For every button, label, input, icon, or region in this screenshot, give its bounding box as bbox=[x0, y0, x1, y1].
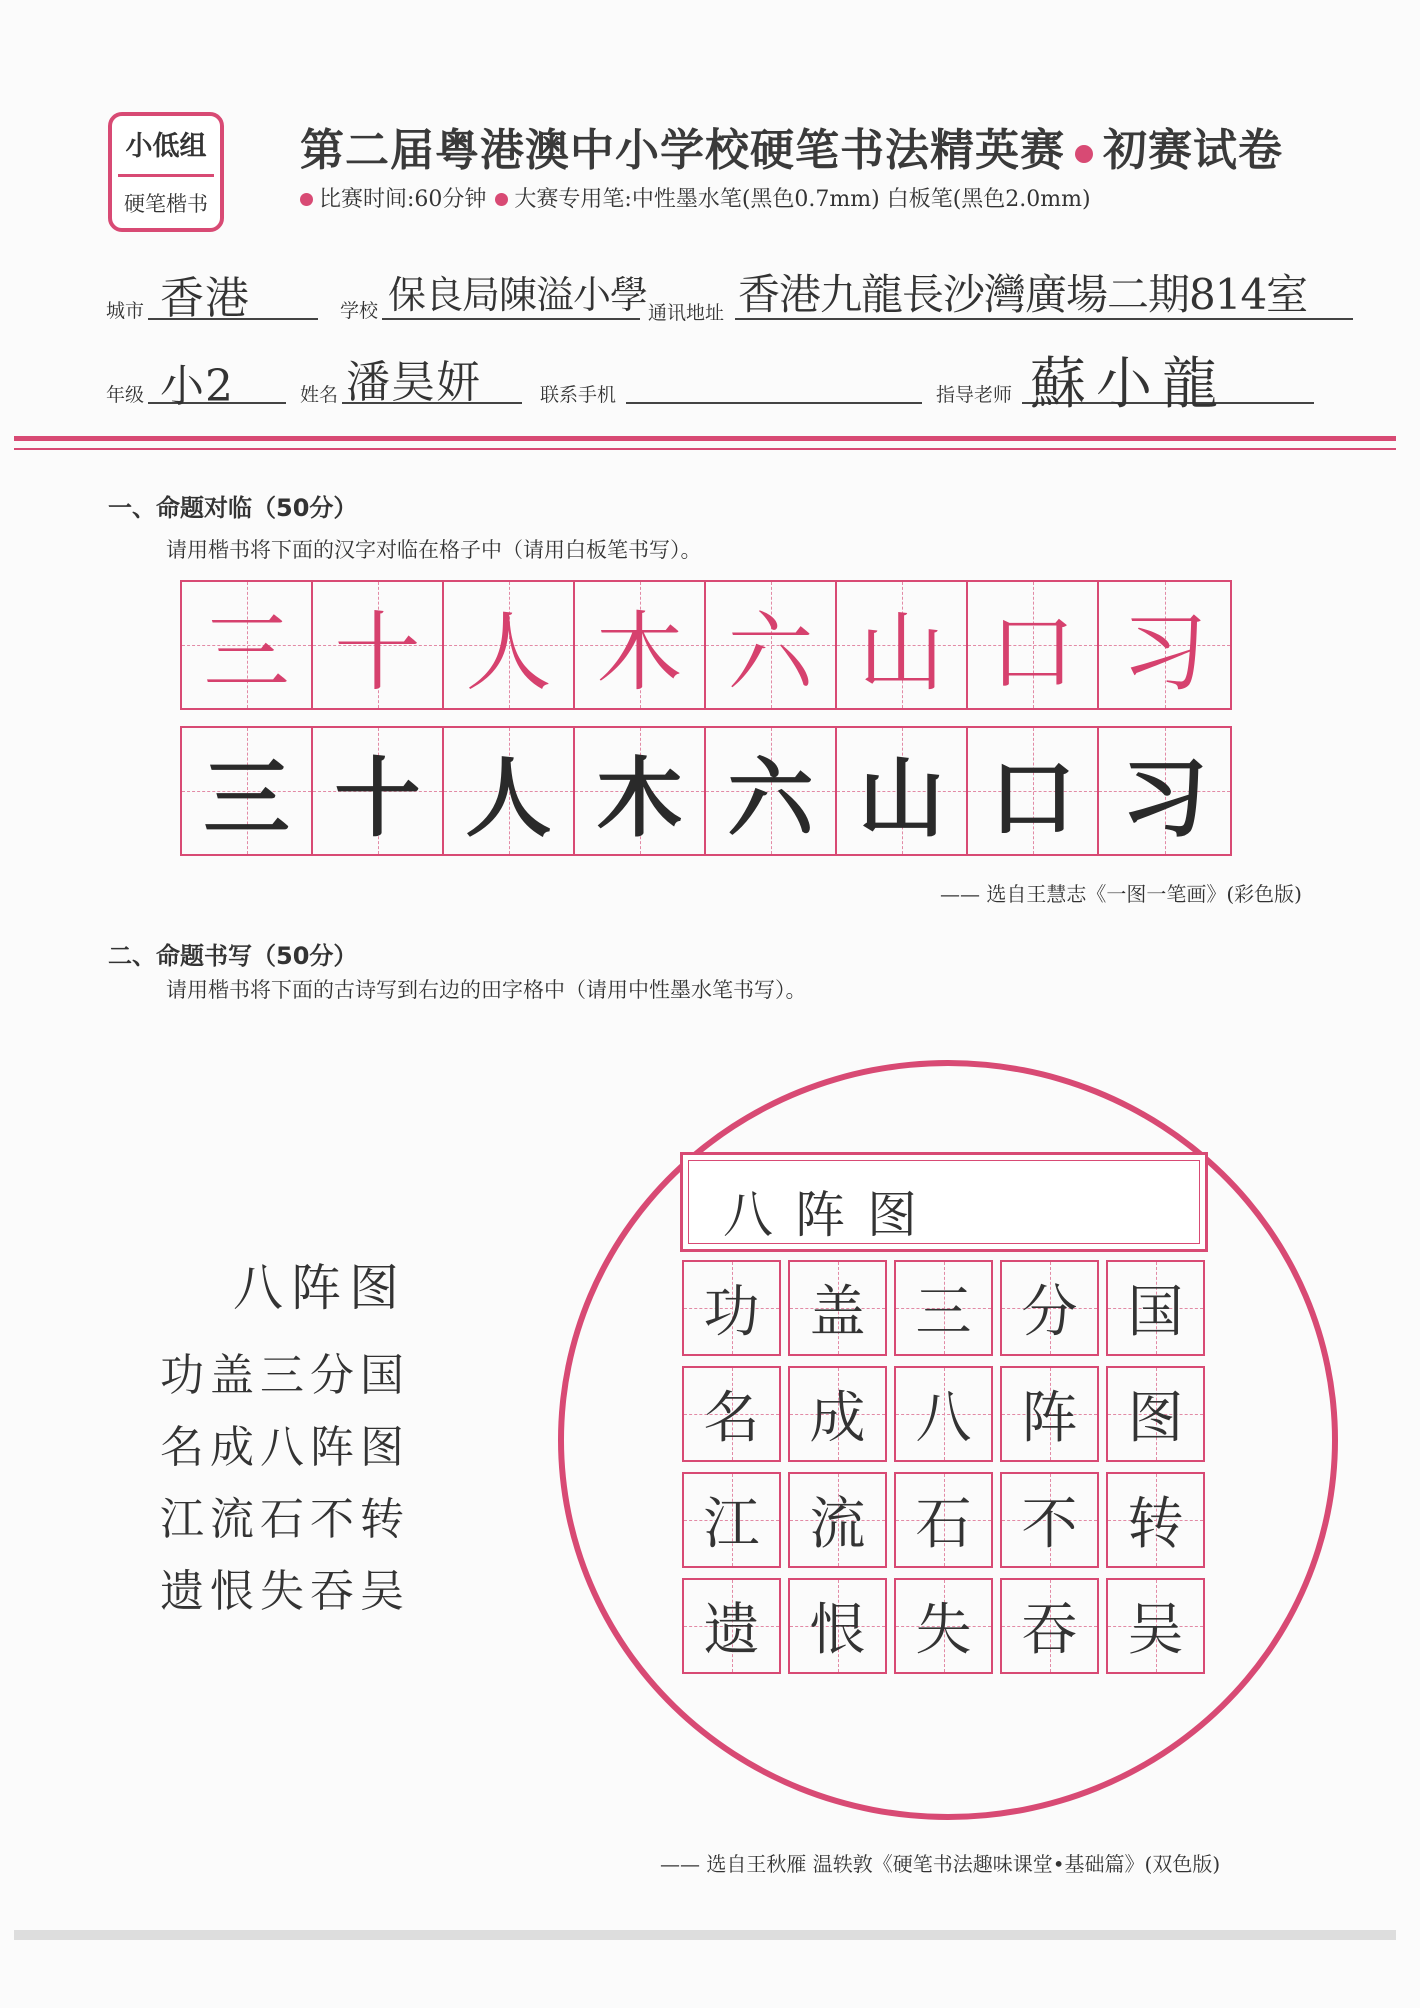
grade-label: 年级 bbox=[106, 384, 145, 406]
written-char: 分 bbox=[1021, 1280, 1078, 1345]
name-label: 姓名 bbox=[300, 384, 339, 406]
poem-line: 名成八阵图 bbox=[160, 1422, 410, 1473]
section2-title: 二、命题书写（50分） bbox=[108, 942, 358, 970]
written-char: 八 bbox=[915, 1386, 972, 1451]
written-char: 石 bbox=[915, 1492, 972, 1557]
model-char-cell bbox=[1099, 582, 1230, 708]
poem-title: 八阵图 bbox=[233, 1259, 407, 1317]
model-char-cell-char: 人 bbox=[465, 603, 552, 703]
section1-credit: —— 选自王慧志《一图一笔画》(彩色版) bbox=[940, 882, 1302, 906]
written-char-cell[interactable] bbox=[894, 1260, 993, 1356]
written-char: 江 bbox=[703, 1492, 760, 1557]
written-char-cell[interactable] bbox=[894, 1366, 993, 1462]
address-label: 通讯地址 bbox=[648, 302, 725, 324]
written-char: 成 bbox=[809, 1386, 866, 1451]
written-char: 失 bbox=[915, 1598, 972, 1663]
written-char: 恨 bbox=[809, 1598, 866, 1663]
model-char-cell bbox=[706, 582, 837, 708]
written-char: 阵 bbox=[1021, 1386, 1078, 1451]
copied-char-cell-char: 山 bbox=[858, 749, 945, 849]
written-char-cell[interactable] bbox=[682, 1366, 781, 1462]
subtitle-time: 比赛时间:60分钟 bbox=[319, 187, 487, 212]
badge-divider bbox=[118, 174, 214, 177]
model-char-cell-char: 习 bbox=[1121, 603, 1208, 703]
copied-char-cell[interactable] bbox=[706, 728, 837, 854]
copied-char-cell-char: 木 bbox=[596, 749, 683, 849]
copied-char-cell[interactable] bbox=[444, 728, 575, 854]
teacher-value[interactable]: 蘇小龍 bbox=[1030, 352, 1228, 417]
written-char-cell[interactable] bbox=[682, 1260, 781, 1356]
grade-value[interactable]: 小2 bbox=[160, 361, 234, 412]
written-title-box[interactable] bbox=[680, 1152, 1208, 1252]
model-char-cell bbox=[182, 582, 313, 708]
section1-title: 一、命题对临（50分） bbox=[108, 494, 358, 522]
written-char-cell[interactable] bbox=[1000, 1472, 1099, 1568]
poem-source bbox=[160, 1248, 480, 1628]
copied-char-cell-char: 口 bbox=[989, 749, 1076, 849]
copied-char-cell[interactable] bbox=[837, 728, 968, 854]
header-divider bbox=[14, 436, 1396, 441]
bullet-icon bbox=[300, 193, 313, 206]
section1-desc: 请用楷书将下面的汉字对临在格子中（请用白板笔书写）。 bbox=[166, 538, 702, 562]
school-value[interactable]: 保良局陳溢小學 bbox=[388, 273, 648, 317]
copied-char-cell-char: 六 bbox=[727, 749, 814, 849]
written-char: 国 bbox=[1127, 1280, 1184, 1345]
written-char: 盖 bbox=[809, 1280, 866, 1345]
copied-char-row[interactable] bbox=[180, 726, 1232, 856]
title-suffix: 初赛试卷 bbox=[1103, 125, 1283, 176]
model-char-cell-char: 十 bbox=[334, 603, 421, 703]
city-label: 城市 bbox=[106, 300, 145, 322]
written-char: 图 bbox=[1127, 1386, 1184, 1451]
written-char: 遗 bbox=[703, 1598, 760, 1663]
copied-char-cell-char: 十 bbox=[334, 749, 421, 849]
written-char: 吞 bbox=[1021, 1598, 1078, 1663]
copied-char-cell-char: 习 bbox=[1121, 749, 1208, 849]
poem-line: 江流石不转 bbox=[160, 1494, 410, 1545]
group-badge bbox=[108, 112, 224, 232]
written-title: 八阵图 bbox=[723, 1186, 939, 1244]
written-char-cell[interactable] bbox=[1106, 1578, 1205, 1674]
written-char: 转 bbox=[1127, 1492, 1184, 1557]
address-value[interactable]: 香港九龍長沙灣廣場二期814室 bbox=[738, 270, 1308, 319]
section2-desc: 请用楷书将下面的古诗写到右边的田字格中（请用中性墨水笔书写）。 bbox=[166, 978, 807, 1002]
model-char-cell bbox=[837, 582, 968, 708]
subtitle-pen: 大赛专用笔:中性墨水笔(黑色0.7mm) 白板笔(黑色2.0mm) bbox=[514, 187, 1091, 212]
written-char-cell[interactable] bbox=[894, 1472, 993, 1568]
written-char-cell[interactable] bbox=[788, 1578, 887, 1674]
written-char: 流 bbox=[809, 1492, 866, 1557]
section2-credit: —— 选自王秋雁 温轶敦《硬笔书法趣味课堂•基础篇》(双色版) bbox=[660, 1852, 1221, 1876]
poem-line: 遗恨失吞吴 bbox=[160, 1566, 410, 1617]
written-char-cell[interactable] bbox=[788, 1472, 887, 1568]
phone-underline bbox=[626, 402, 922, 404]
written-char-cell[interactable] bbox=[682, 1578, 781, 1674]
teacher-label: 指导老师 bbox=[936, 384, 1013, 406]
copied-char-cell[interactable] bbox=[313, 728, 444, 854]
model-char-cell-char: 口 bbox=[989, 603, 1076, 703]
copied-char-cell[interactable] bbox=[182, 728, 313, 854]
model-char-cell-char: 六 bbox=[727, 603, 814, 703]
page-title bbox=[300, 114, 1283, 178]
poem-line: 功盖三分国 bbox=[160, 1350, 410, 1401]
copied-char-cell-char: 人 bbox=[465, 749, 552, 849]
written-char-cell[interactable] bbox=[788, 1260, 887, 1356]
title-main: 第二届粤港澳中小学校硬笔书法精英赛 bbox=[300, 125, 1065, 176]
written-char: 吴 bbox=[1127, 1598, 1184, 1663]
written-char: 功 bbox=[703, 1280, 760, 1345]
written-char-cell[interactable] bbox=[1000, 1260, 1099, 1356]
badge-group-label: 小低组 bbox=[125, 131, 207, 162]
written-char-cell[interactable] bbox=[1106, 1260, 1205, 1356]
school-label: 学校 bbox=[340, 300, 379, 322]
written-char-cell[interactable] bbox=[1106, 1366, 1205, 1462]
city-value[interactable]: 香港 bbox=[160, 273, 250, 324]
written-poem-grid[interactable] bbox=[682, 1260, 1205, 1674]
copied-char-cell-char: 三 bbox=[203, 749, 290, 849]
name-value[interactable]: 潘昊妍 bbox=[346, 357, 481, 408]
model-char-cell-char: 山 bbox=[858, 603, 945, 703]
bottom-bar bbox=[14, 1930, 1396, 1940]
header-divider-thin bbox=[14, 448, 1396, 450]
model-char-cell-char: 三 bbox=[203, 603, 290, 703]
subtitle bbox=[298, 182, 1091, 213]
written-char-cell[interactable] bbox=[894, 1578, 993, 1674]
copied-char-cell[interactable] bbox=[968, 728, 1099, 854]
model-char-row bbox=[180, 580, 1232, 710]
badge-category-label: 硬笔楷书 bbox=[124, 192, 208, 216]
written-char: 三 bbox=[915, 1280, 972, 1345]
phone-label: 联系手机 bbox=[540, 384, 617, 406]
model-char-cell bbox=[968, 582, 1099, 708]
written-char-cell[interactable] bbox=[1000, 1578, 1099, 1674]
written-char: 不 bbox=[1021, 1492, 1078, 1557]
model-char-cell bbox=[313, 582, 444, 708]
model-char-cell bbox=[444, 582, 575, 708]
copied-char-cell[interactable] bbox=[1099, 728, 1230, 854]
model-char-cell-char: 木 bbox=[596, 603, 683, 703]
written-char: 名 bbox=[703, 1386, 760, 1451]
written-char-cell[interactable] bbox=[682, 1472, 781, 1568]
written-char-cell[interactable] bbox=[1106, 1472, 1205, 1568]
bullet-icon bbox=[495, 193, 508, 206]
title-dot-icon bbox=[1075, 145, 1093, 163]
written-char-cell[interactable] bbox=[788, 1366, 887, 1462]
model-char-cell bbox=[575, 582, 706, 708]
written-char-cell[interactable] bbox=[1000, 1366, 1099, 1462]
copied-char-cell[interactable] bbox=[575, 728, 706, 854]
